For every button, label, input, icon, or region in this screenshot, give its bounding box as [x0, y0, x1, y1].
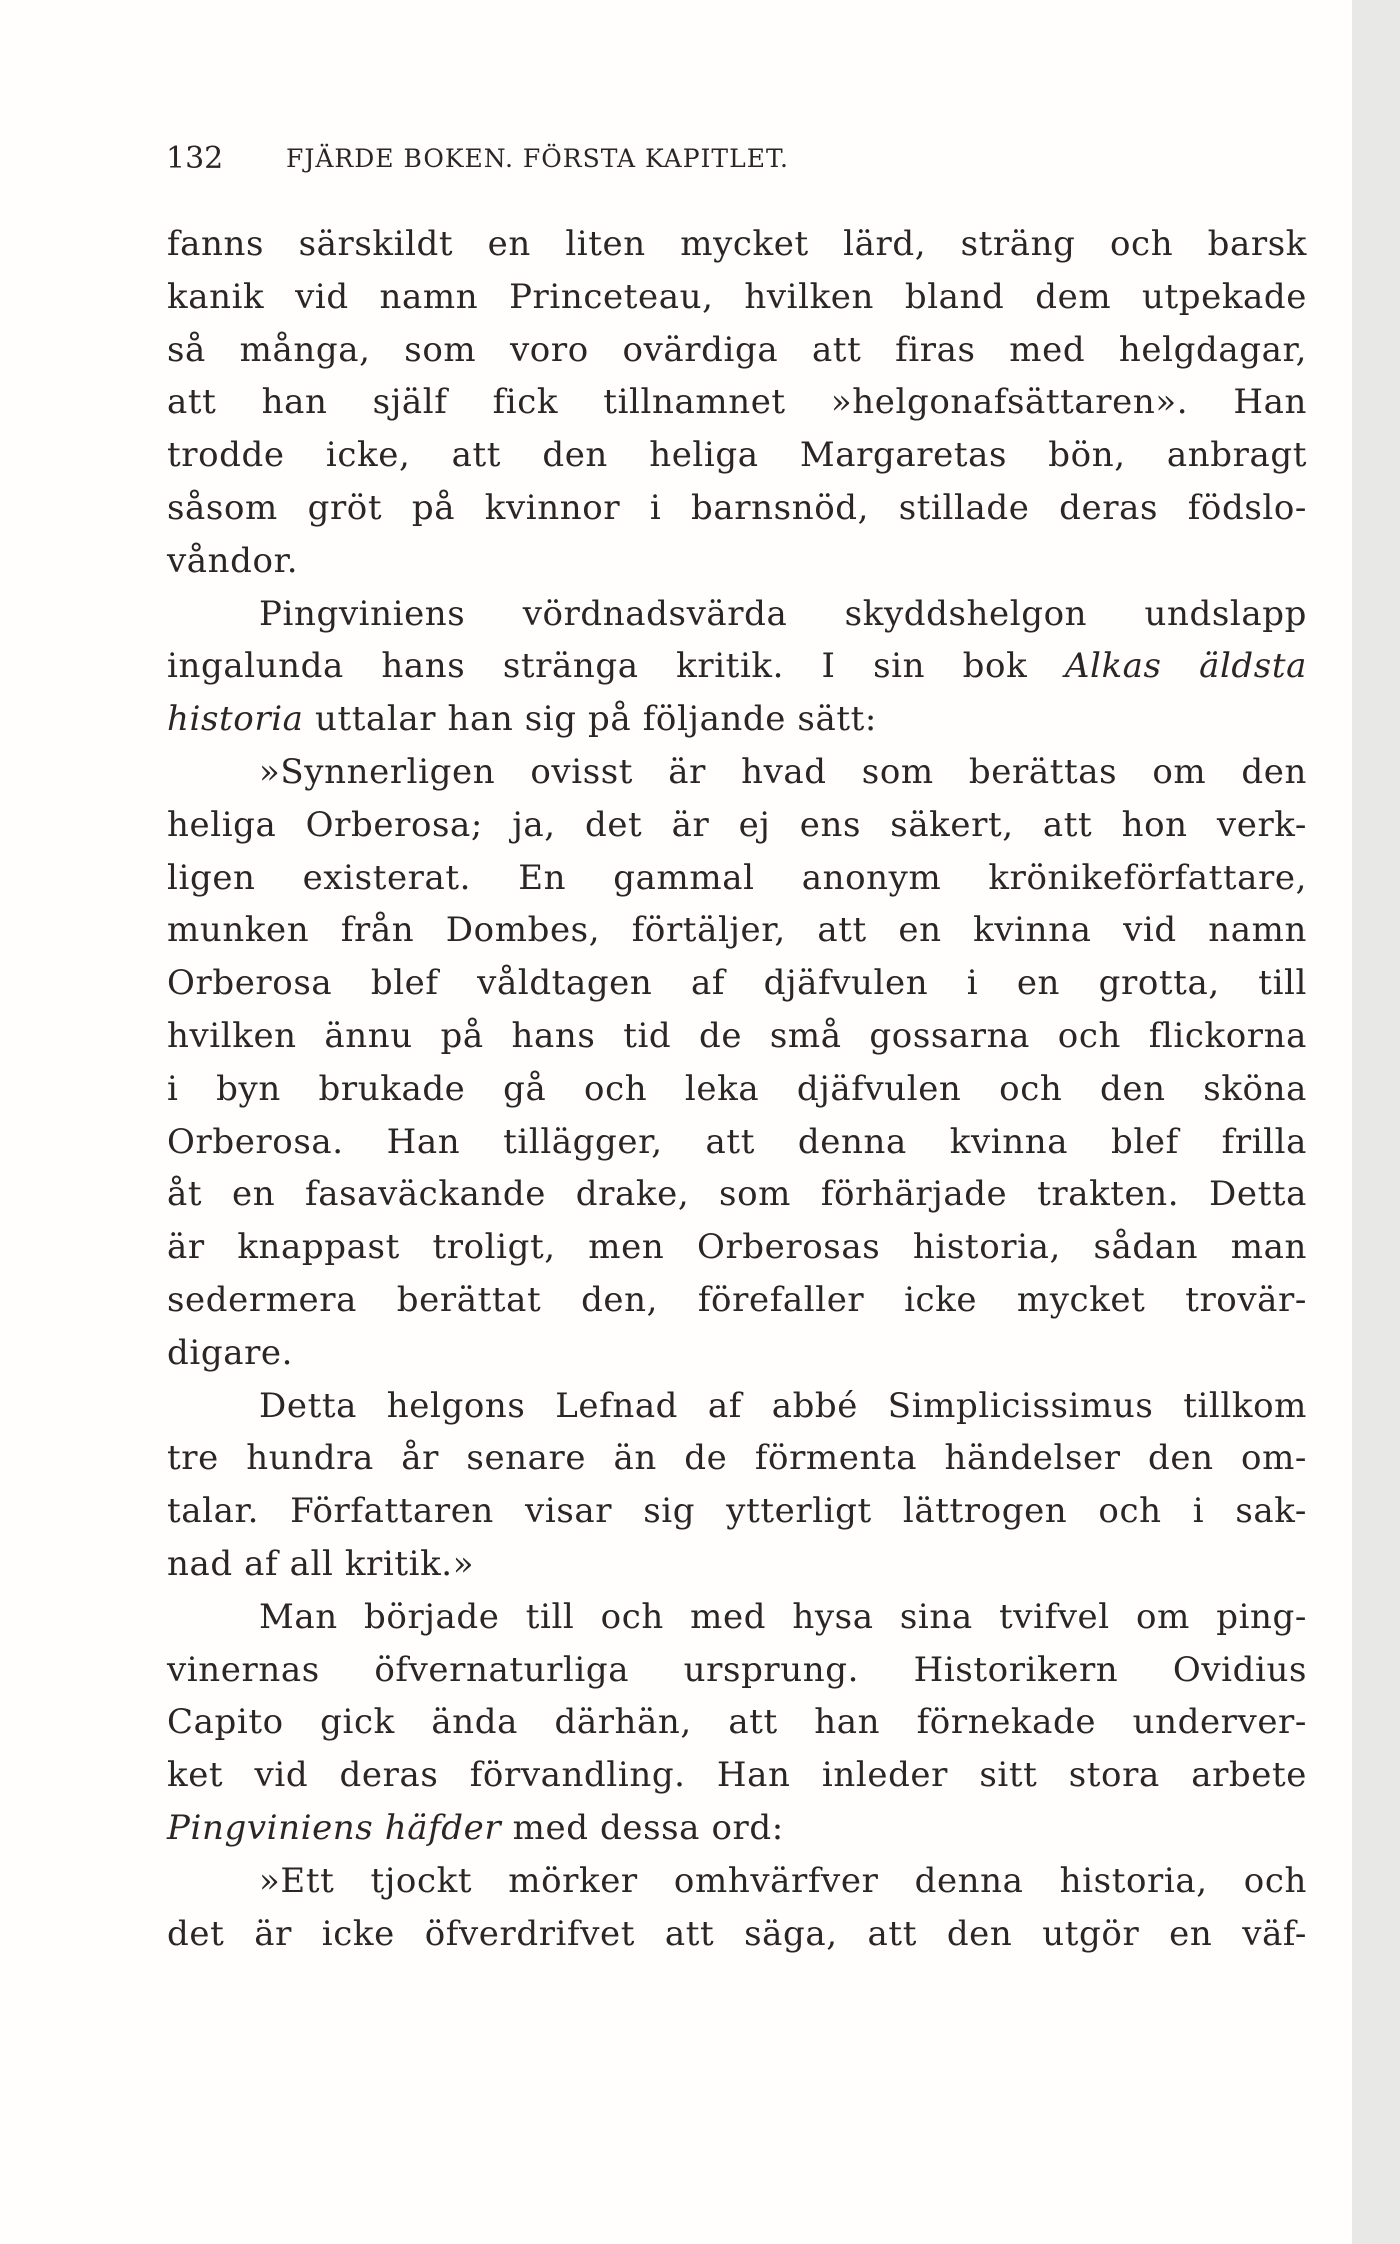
text-line: Capito gick ända därhän, att han förnekade underver- — [167, 1702, 1307, 1743]
page-number: 132 — [166, 141, 224, 176]
text-line: kanik vid namn Princeteau, hvilken bland dem utpekade — [167, 276, 1307, 317]
text-line: vinernas öfvernaturliga ursprung. Historikern Ovidius — [167, 1649, 1307, 1690]
text-line: såsom gröt på kvinnor i barnsnöd, stillade deras födslo- — [167, 487, 1307, 528]
page-edge — [1352, 0, 1400, 2244]
text-line: »Ett tjockt mörker omhvärfver denna historia, och — [259, 1860, 1307, 1901]
text-fragment: ingalunda hans stränga kritik. I sin bok — [167, 646, 1028, 687]
text-line — [167, 640, 1307, 693]
text-line: nad af all kritik.» — [167, 1543, 475, 1584]
book-title-italic: historia — [167, 699, 304, 740]
text-fragment: med dessa ord: — [512, 1807, 784, 1848]
text-line: är knappast troligt, men Orberosas historia, sådan man — [167, 1227, 1307, 1268]
text-line — [167, 1802, 1307, 1855]
text-line: våndor. — [167, 540, 299, 581]
text-line — [167, 693, 1307, 746]
book-title-italic: Pingviniens häfder — [167, 1807, 502, 1848]
text-line: Pingviniens vördnadsvärda skyddshelgon undslapp — [259, 593, 1307, 634]
text-fragment: uttalar han sig på följande sätt: — [314, 699, 877, 740]
text-line: åt en fasaväckande drake, som förhärjade trakten. Detta — [167, 1174, 1307, 1215]
text-line: ket vid deras förvandling. Han inleder sitt stora arbete — [167, 1755, 1307, 1796]
text-line: tre hundra år senare än de förmenta händelser den om- — [167, 1438, 1307, 1479]
running-head: FJÄRDE BOKEN. FÖRSTA KAPITLET. — [286, 144, 789, 173]
text-line: det är icke öfverdrifvet att säga, att den utgör en väf- — [167, 1913, 1307, 1954]
text-line: »Synnerligen ovisst är hvad som berättas om den — [259, 751, 1307, 792]
text-line: så många, som voro ovärdiga att firas med helgdagar, — [167, 329, 1307, 370]
text-line: trodde icke, att den heliga Margaretas bön, anbragt — [167, 435, 1307, 476]
text-line: i byn brukade gå och leka djäfvulen och den sköna — [167, 1068, 1307, 1109]
text-line: digare. — [167, 1332, 294, 1373]
text-line: Orberosa. Han tillägger, att denna kvinna blef frilla — [167, 1121, 1307, 1162]
text-line: att han själf fick tillnamnet »helgonafsättaren». Han — [167, 382, 1307, 423]
text-line: Detta helgons Lefnad af abbé Simplicissimus tillkom — [259, 1385, 1307, 1426]
text-line: fanns särskildt en liten mycket lärd, sträng och barsk — [167, 224, 1307, 264]
text-line: hvilken ännu på hans tid de små gossarna och flickorna — [167, 1015, 1307, 1056]
body-text — [167, 218, 1307, 1960]
text-line: ligen existerat. En gammal anonym krönikeförfattare, — [167, 857, 1307, 898]
book-title-italic: Alkas äldsta — [1064, 646, 1307, 687]
text-line: sedermera berättat den, förefaller icke mycket trovär- — [167, 1279, 1307, 1320]
page-header — [166, 134, 1066, 184]
text-line: Man började till och med hysa sina tvifvel om ping- — [259, 1596, 1307, 1637]
text-line: heliga Orberosa; ja, det är ej ens säkert, att hon verk- — [167, 804, 1307, 845]
text-line: Orberosa blef våldtagen af djäfvulen i en grotta, till — [167, 963, 1307, 1004]
text-line: talar. Författaren visar sig ytterligt lättrogen och i sak- — [167, 1491, 1307, 1532]
text-line: munken från Dombes, förtäljer, att en kvinna vid namn — [167, 910, 1307, 951]
